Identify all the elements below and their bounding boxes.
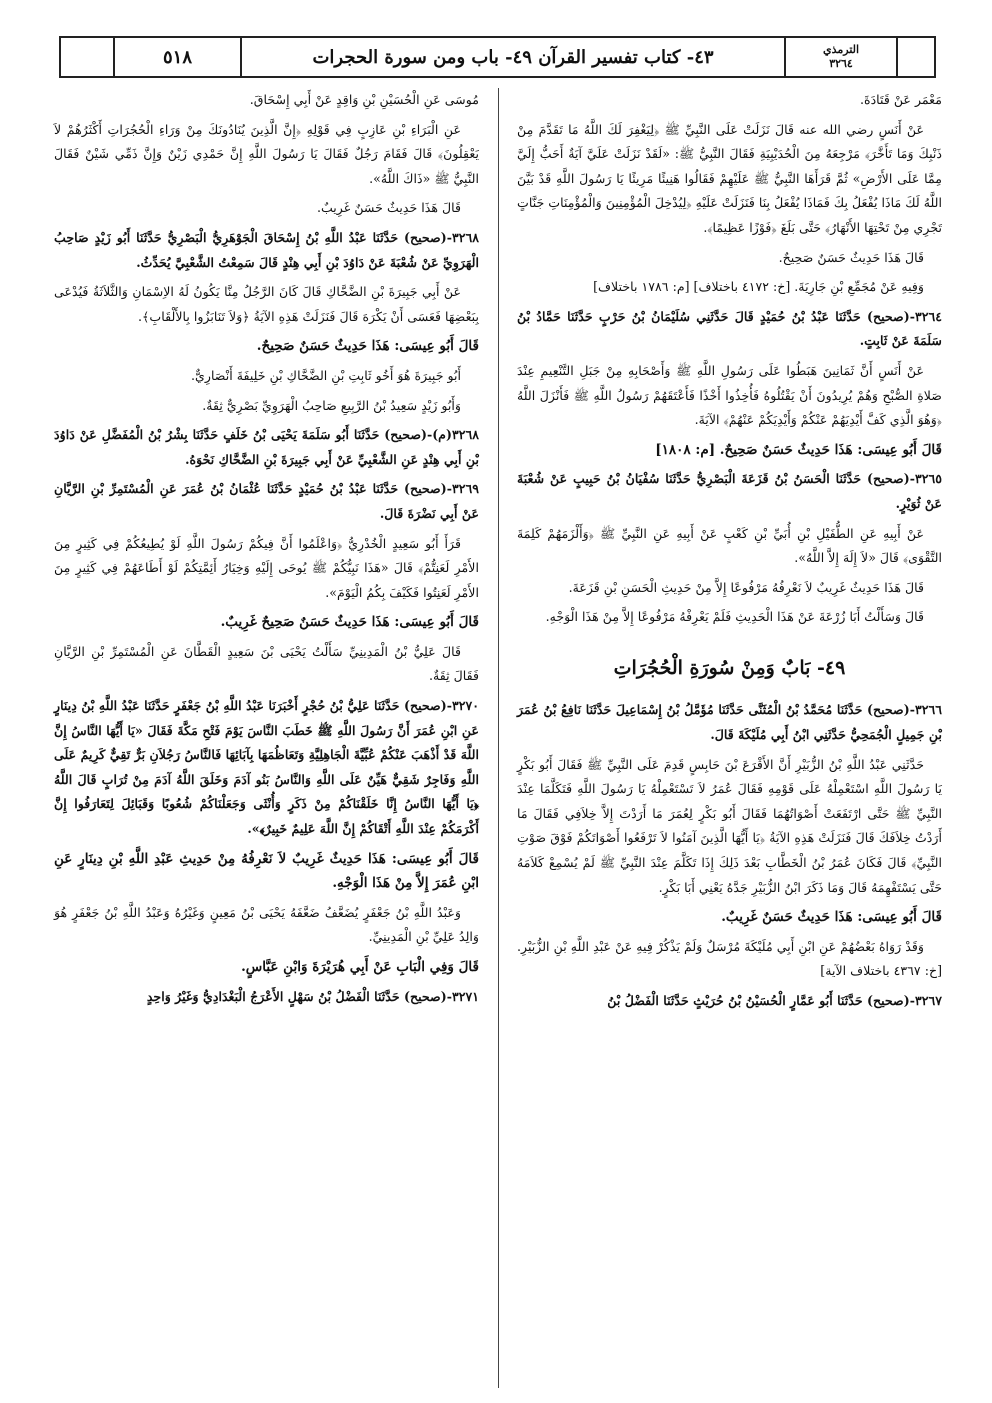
hadith-isnad: ٣٢٦٧-(صحيح) حَدَّثَنَا أَبُو عَمَّارٍ الْحُسَيْنُ بْنُ حُرَيْثٍ حَدَّثَنَا الْفَضْلُ بْنُ [607,993,942,1008]
chapter-heading: ٤٩- بَابٌ وَمِنْ سُورَةِ الْحُجُرَاتِ [613,656,846,679]
text-paragraph: عَنْ أَبِيهِ عَنِ الطُّفَيْلِ بْنِ أُبَيِّ بْنِ كَعْبٍ عَنْ أَبِيهِ عَنِ النَّبِيِّ ﷺ ﴿وَأَلْزَمَهُمْ كَلِمَةَ التَّقْوَى﴾ قَالَ «لاَ إِلَهَ إِلاَّ اللَّهُ». [517,525,942,566]
text-paragraph: وَأَبُو زَيْدٍ سَعِيدُ بْنُ الرَّبِيعِ صَاحِبُ الْهَرَوِيِّ بَصْرِيٌّ ثِقَةٌ. [202,397,461,413]
text-paragraph: حَدَّثَنِي عَبْدُ اللَّهِ بْنُ الزُّبَيْرِ أَنَّ الأَقْرَعَ بْنَ حَابِسٍ قَدِمَ عَلَى النَّبِيِّ ﷺ فَقَالَ أَبُو بَكْرٍ يَا رَسُولَ اللَّهِ اسْتَعْمِلْهُ عَلَى قَوْمِهِ فَقَالَ عُمَرُ لاَ تَسْتَعْمِلْهُ يَا رَسُولَ اللَّهِ فَتَكَلَّمَا عِنْدَ النَّبِيِّ ﷺ حَتَّى ارْتَفَعَتْ أَصْوَاتُهُمَا فَقَالَ أَبُو بَكْرٍ لِعُمَرَ مَا أَرَدْتَ إِلاَّ خِلاَفِي فَقَالَ مَا أَرَدْتُ خِلاَفَكَ قَالَ فَنَزَلَتْ هَذِهِ الآيَةُ ﴿يَا أَيُّهَا الَّذِينَ آمَنُوا لاَ تَرْفَعُوا أَصْوَاتَكُمْ فَوْقَ صَوْتِ النَّبِيِّ﴾ قَالَ فَكَانَ عُمَرُ بْنُ الْخَطَّابِ بَعْدَ ذَلِكَ إِذَا تَكَلَّمَ عِنْدَ النَّبِيِّ ﷺ لَمْ يُسْمِعْ كَلاَمَهُ حَتَّى يَسْتَفْهِمَهُ قَالَ وَمَا ذَكَرَ ابْنُ الزُّبَيْرِ جَدَّهُ يَعْنِي أَبَا بَكْرٍ. [517,756,942,895]
hadith-isnad: ٣٢٦٨(م)-(صحيح) حَدَّثَنَا أَبُو سَلَمَةَ يَحْيَى بْنُ خَلَفٍ حَدَّثَنَا بِشْرُ بْنُ الْمُفَضَّلِ عَنْ دَاوُدَ بْنِ أَبِي هِنْدٍ عَنِ الشَّعْبِيِّ عَنْ أَبِي جَبِيرَةَ بْنِ الضَّحَّاكِ نَحْوَهُ. [54,427,479,467]
text-paragraph: عَنِ الْبَرَاءِ بْنِ عَازِبٍ فِي قَوْلِهِ ﴿إِنَّ الَّذِينَ يُنَادُونَكَ مِنْ وَرَاءِ الْحُجُرَاتِ أَكْثَرُهُمْ لاَ يَعْقِلُونَ﴾ قَالَ فَقَامَ رَجُلٌ فَقَالَ يَا رَسُولَ اللَّهِ إِنَّ حَمْدِي زَيْنٌ وَإِنَّ ذَمِّي شَيْنٌ فَقَالَ النَّبِيُّ ﷺ «ذَاكَ اللَّهُ». [54,121,479,186]
page-number: ٥١٨ [115,38,242,76]
text-paragraph: مُوسَى عَنِ الْحُسَيْنِ بْنِ وَاقِدٍ عَنْ أَبِي إِسْحَاقَ. [249,92,479,107]
text-paragraph: عَنْ أَنَسٍ رضي الله عنه قَالَ نَزَلَتْ عَلَى النَّبِيِّ ﷺ ﴿لِيَغْفِرَ لَكَ اللَّهُ مَا تَقَدَّمَ مِنْ ذَنْبِكَ وَمَا تَأَخَّرَ﴾ مَرْجِعَهُ مِنَ الْحُدَيْبِيَةِ فَقَالَ النَّبِيُّ ﷺ: «لَقَدْ نَزَلَتْ عَلَيَّ آيَةٌ أَحَبُّ إِلَيَّ مِمَّا عَلَى الأَرْضِ» ثُمَّ قَرَأَهَا النَّبِيُّ ﷺ عَلَيْهِمْ فَقَالُوا هَنِيئًا مَرِيئًا يَا رَسُولَ اللَّهِ قَدْ بَيَّنَ اللَّهُ لَكَ مَاذَا يُفْعَلُ بِكَ فَمَاذَا يُفْعَلُ بِنَا فَنَزَلَتْ عَلَيْهِ ﴿لِيُدْخِلَ الْمُؤْمِنِينَ وَالْمُؤْمِنَاتِ جَنَّاتٍ تَجْرِي مِنْ تَحْتِهَا الأَنْهَارُ﴾ حَتَّى بَلَغَ ﴿فَوْزًا عَظِيمًا﴾. [517,121,942,235]
grading-note: قَالَ أَبُو عِيسَى: هَذَا حَدِيثٌ حَسَنٌ غَرِيبٌ. [721,909,942,926]
text-paragraph: وَفِيهِ عَنْ مُجَمِّعِ بْنِ جَارِيَةَ. [خ: ٤١٧٢ باختلاف] [م: ١٧٨٦ باختلاف] [593,279,924,295]
hadith-range: ٣٢٦٤ [829,57,853,70]
hadith-isnad: ٣٢٧١-(صحيح) حَدَّثَنَا الْفَضْلُ بْنُ سَهْلٍ الأَعْرَجُ الْبَغْدَادِيُّ وَغَيْرُ وَاحِدٍ [146,988,479,1004]
text-paragraph: مَعْمَر عَنْ قَتَادَةَ. [859,92,942,107]
running-title: ٤٣- كتاب تفسير القرآن ٤٩- باب ومن سورة الحجرات [242,38,786,76]
grading-note: قَالَ أَبُو عِيسَى: هَذَا حَدِيثٌ حَسَنٌ صَحِيحٌ غَرِيبٌ. [220,614,479,631]
text-paragraph: قَرَأَ أَبُو سَعِيدٍ الْخُدْرِيُّ ﴿وَاعْلَمُوا أَنَّ فِيكُمْ رَسُولَ اللَّهِ لَوْ يُطِيعُكُمْ فِي كَثِيرٍ مِنَ الأَمْرِ لَعَنِتُّمْ﴾ قَالَ «هَذَا نَبِيُّكُمْ ﷺ يُوحَى إِلَيْهِ وَخِيَارُ أَئِمَّتِكُمْ لَوْ أَطَاعَهُمْ فِي كَثِيرٍ مِنَ الأَمْرِ لَعَنِتُوا فَكَيْفَ بِكُمُ الْيَوْمَ». [54,535,479,600]
text-paragraph: قَالَ عَلِيُّ بْنُ الْمَدِينِيِّ سَأَلْتُ يَحْيَى بْنَ سَعِيدٍ الْقَطَّانَ عَنِ الْمُسْتَمِرِّ بْنِ الرَّيَّانِ فَقَالَ ثِقَةٌ. [54,643,479,684]
header-blank-right [898,38,934,76]
hadith-isnad: ٣٢٦٦-(صحيح) حَدَّثَنَا مُحَمَّدُ بْنُ الْمُثَنَّى حَدَّثَنَا مُؤَمَّلُ بْنُ إِسْمَاعِيلَ حَدَّثَنَا نَافِعُ بْنُ عُمَرَ بْنِ جَمِيلٍ الْجُمَحِيُّ حَدَّثَنِي ابْنُ أَبِي مُلَيْكَةَ قَالَ. [517,702,942,743]
book-name: الترمذي [822,43,860,56]
text-paragraph: قَالَ هَذَا حَدِيثٌ حَسَنٌ صَحِيحٌ. [778,249,924,265]
text-paragraph: عَنْ أَبِي جَبِيرَةَ بْنِ الضَّحَّاكِ قَالَ كَانَ الرَّجُلُ مِنَّا يَكُونُ لَهُ الاِسْمَانِ وَالثَّلاَثَةُ فَيُدْعَى بِبَعْضِهَا فَعَسَى أَنْ يَكْرَهَ قَالَ فَنَزَلَتْ هَذِهِ الآيَةُ ﴿وَلاَ تَنَابَزُوا بِالأَلْقَابِ﴾. [54,284,479,324]
grading-note: قَالَ أَبُو عِيسَى: هَذَا حَدِيثٌ حَسَنٌ صَحِيحٌ. [256,338,479,355]
hadith-isnad: ٣٢٦٩-(صحيح) حَدَّثَنَا عَبْدُ بْنُ حُمَيْدٍ حَدَّثَنَا عُثْمَانُ بْنُ عُمَرَ عَنِ الْمُسْتَمِرِّ بْنِ الرَّيَّانِ عَنْ أَبِي نَضْرَةَ قَالَ. [54,481,479,521]
text-paragraph: قَالَ وَسَأَلْتُ أَبَا زُرْعَةَ عَنْ هَذَا الْحَدِيثِ فَلَمْ يَعْرِفْهُ مَرْفُوعًا إِلاَّ مِنْ هَذَا الْوَجْهِ. [545,609,924,625]
text-paragraph: أَبُو جَبِيرَةَ هُوَ أَخُو ثَابِتِ بْنِ الضَّحَّاكِ بْنِ خَلِيفَةَ أَنْصَارِيٌّ. [191,367,461,383]
text-paragraph: قَالَ هَذَا حَدِيثٌ حَسَنٌ غَرِيبٌ. [316,200,461,216]
hadith-isnad: ٣٢٧٠-(صحيح) حَدَّثَنَا عَلِيُّ بْنُ حُجْرٍ أَخْبَرَنَا عَبْدُ اللَّهِ بْنُ جَعْفَرٍ حَدَّثَنَا عَبْدُ اللَّهِ بْنُ دِينَارٍ عَنِ ابْنِ عُمَرَ أَنَّ رَسُولَ اللَّهِ ﷺ خَطَبَ النَّاسَ يَوْمَ فَتْحِ مَكَّةَ فَقَالَ «يَا أَيُّهَا النَّاسُ إِنَّ اللَّهَ قَدْ أَذْهَبَ عَنْكُمْ عُبِّيَّةَ الْجَاهِلِيَّةِ وَتَعَاظُمَهَا بِآبَائِهَا فَالنَّاسُ رَجُلاَنِ بَرٌّ تَقِيٌّ كَرِيمٌ عَلَى اللَّهِ وَفَاجِرٌ شَقِيٌّ هَيِّنٌ عَلَى اللَّهِ وَالنَّاسُ بَنُو آدَمَ وَخَلَقَ اللَّهُ آدَمَ مِنْ تُرَابٍ قَالَ اللَّهُ ﴿يَا أَيُّهَا النَّاسُ إِنَّا خَلَقْنَاكُمْ مِنْ ذَكَرٍ وَأُنْثَى وَجَعَلْنَاكُمْ شُعُوبًا وَقَبَائِلَ لِتَعَارَفُوا إِنَّ أَكْرَمَكُمْ عِنْدَ اللَّهِ أَتْقَاكُمْ إِنَّ اللَّهَ عَلِيمٌ خَبِيرٌ﴾». [54,698,479,837]
header-blank-left [61,38,115,76]
grading-note: قَالَ أَبُو عِيسَى: هَذَا حَدِيثٌ غَرِيبٌ لاَ نَعْرِفُهُ مِنْ حَدِيثِ عَبْدِ اللَّهِ بْنِ دِينَارٍ عَنِ ابْنِ عُمَرَ إِلاَّ مِنْ هَذَا الْوَجْهِ. [54,850,479,892]
text-paragraph: وَقَدْ رَوَاهُ بَعْضُهُمْ عَنِ ابْنِ أَبِي مُلَيْكَةَ مُرْسَلٌ وَلَمْ يَذْكُرْ فِيهِ عَنْ عَبْدِ اللَّهِ بْنِ الزُّبَيْرِ. [خ: ٤٣٦٧ باختلاف الآية] [517,938,942,979]
page-header [59,36,936,78]
hadith-isnad: ٣٢٦٨-(صحيح) حَدَّثَنَا عَبْدُ اللَّهِ بْنُ إِسْحَاقَ الْجَوْهَرِيُّ الْبَصْرِيُّ حَدَّثَنَا أَبُو زَيْدٍ صَاحِبُ الْهَرَوِيِّ عَنْ شُعْبَةَ عَنْ دَاوُدَ بْنِ أَبِي هِنْدٍ قَالَ سَمِعْتُ الشَّعْبِيَّ يُحَدِّثُ. [54,229,479,270]
hadith-isnad: ٣٢٦٥-(صحيح) حَدَّثَنَا الْحَسَنُ بْنُ قَزَعَةَ الْبَصْرِيُّ حَدَّثَنَا سُفْيَانُ بْنُ حَبِيبٍ عَنْ شُعْبَةَ عَنْ ثُوَيْرٍ. [517,471,942,511]
left-column [54,88,479,1014]
book-page [50,32,946,1382]
grading-note: قَالَ أَبُو عِيسَى: هَذَا حَدِيثٌ حَسَنٌ صَحِيحٌ. [م: ١٨٠٨] [655,441,942,458]
text-paragraph: وَعَبْدُ اللَّهِ بْنُ جَعْفَرٍ يُضَعَّفُ ضَعَّفَهُ يَحْيَى بْنُ مَعِينٍ وَغَيْرُهُ وَعَبْدُ اللَّهِ بْنُ جَعْفَرٍ هُوَ وَالِدُ عَلِيِّ بْنِ الْمَدِينِيِّ. [54,904,479,945]
hadith-isnad: ٣٢٦٤-(صحيح) حَدَّثَنَا عَبْدُ بْنُ حُمَيْدٍ قَالَ حَدَّثَنِي سُلَيْمَانُ بْنُ حَرْبٍ حَدَّثَنَا حَمَّادُ بْنُ سَلَمَةَ عَنْ ثَابِتٍ. [517,308,942,349]
grading-note: قَالَ وَفِي الْبَابِ عَنْ أَبِي هُرَيْرَةَ وَابْنِ عَبَّاسٍ. [241,959,479,975]
text-paragraph: عَنْ أَنَسٍ أَنَّ ثَمَانِينَ هَبَطُوا عَلَى رَسُولِ اللَّهِ ﷺ وَأَصْحَابِهِ مِنْ جَبَلِ التَّنْعِيمِ عِنْدَ صَلاةِ الصُّبْحِ وَهُمْ يُرِيدُونَ أَنْ يَقْتُلُوهُ فَأُخِذُوا أَخْذًا فَأَعْتَقَهُمْ رَسُولُ اللَّهِ ﷺ فَأَنْزَلَ اللَّهُ ﴿وَهُوَ الَّذِي كَفَّ أَيْدِيَهُمْ عَنْكُمْ وَأَيْدِيَكُمْ عَنْهُمْ﴾ الآيَةَ. [517,362,942,428]
text-paragraph: قَالَ هَذَا حَدِيثٌ غَرِيبٌ لاَ نَعْرِفُهُ مَرْفُوعًا إِلاَّ مِنْ حَدِيثِ الْحَسَنِ بْنِ قَزَعَةَ. [568,579,924,595]
header-book-info [786,38,898,76]
right-column [517,88,942,1019]
column-divider [498,88,499,1388]
